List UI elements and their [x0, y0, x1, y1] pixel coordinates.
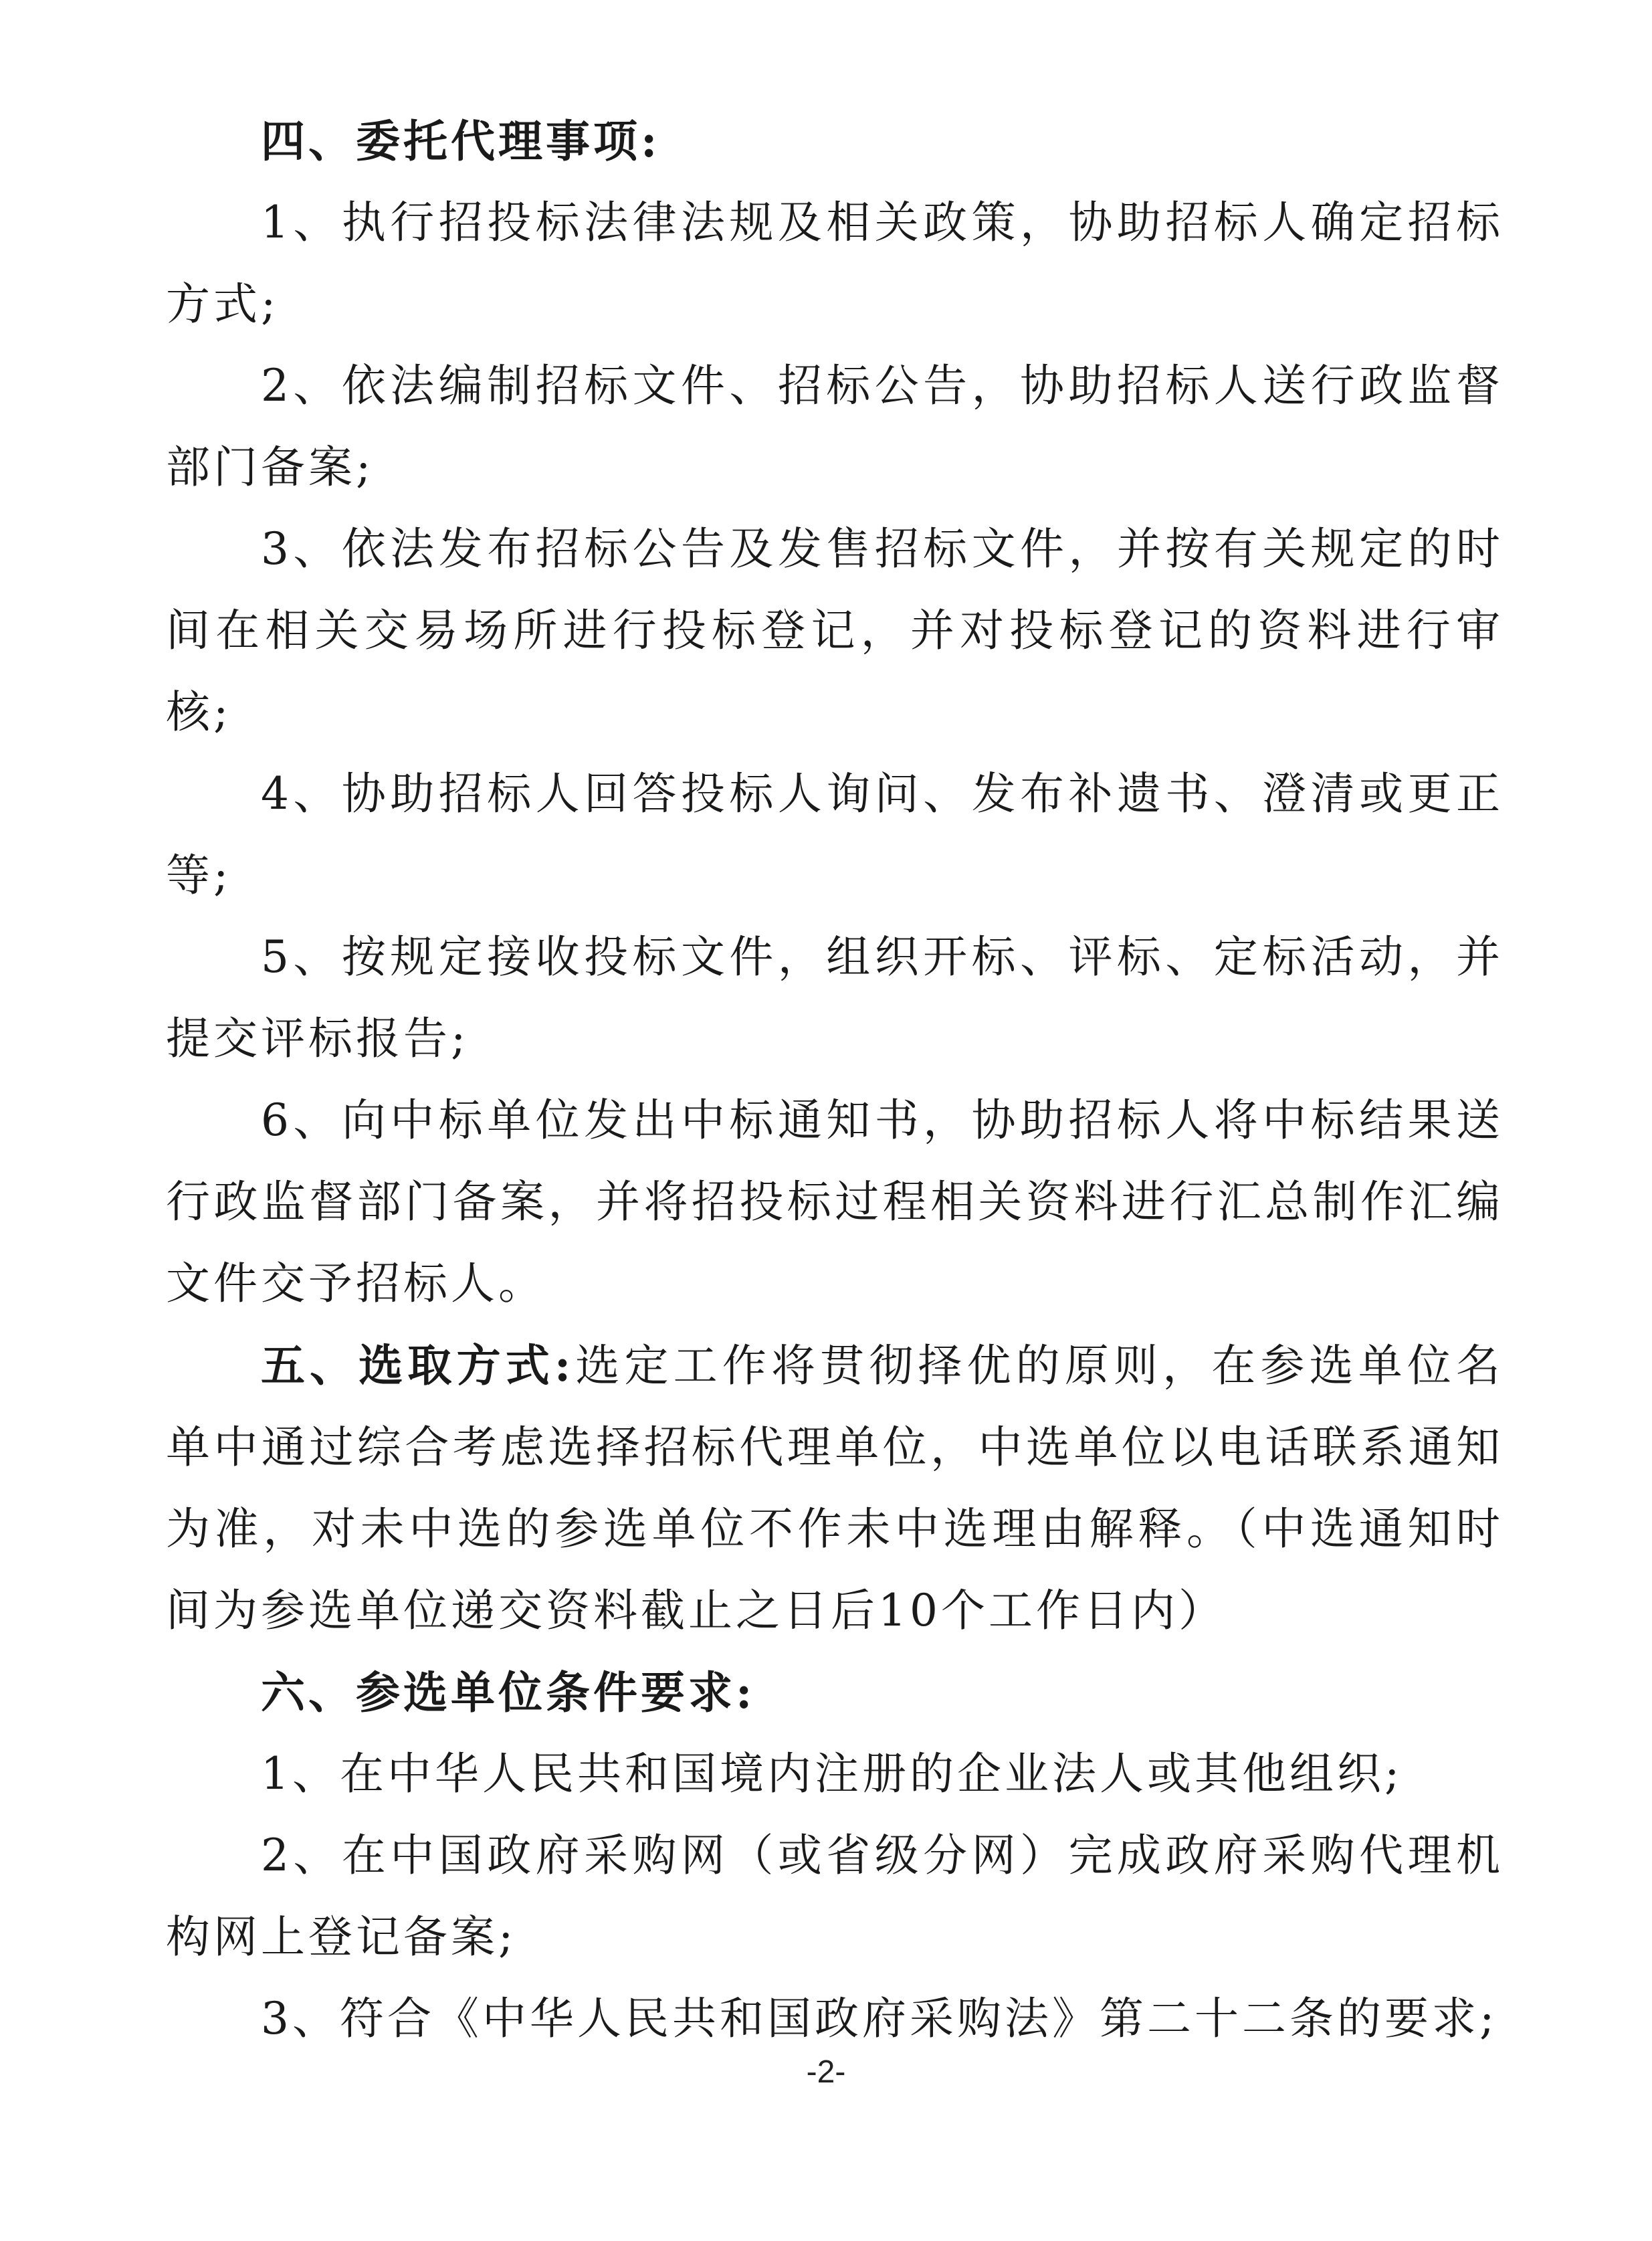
item-6-2: 2、在中国政府采购网（或省级分网）完成政府采购代理机构网上登记备案; — [166, 1830, 1504, 1963]
item-4-4: 4、协助招标人回答投标人询问、发布补遗书、澄清或更正等; — [166, 768, 1504, 901]
section-five-text: 选定工作将贯彻择优的原则，在参选单位名单中通过综合考虑选择招标代理单位，中选单位以电话联系通知为准，对未中选的参选单位不作未中选理由解释。（中选通知时间为参选单位递交资料截止之日后10个工作日内） — [166, 1340, 1504, 1636]
item-4-3: 3、依法发布招标公告及发售招标文件，并按有关规定的时间在相关交易场所进行投标登记，并对投标登记的资料进行审核; — [166, 523, 1504, 738]
section-four-heading: 四、委托代理事项: — [261, 115, 661, 167]
section-six-heading: 六、参选单位条件要求: — [261, 1666, 756, 1719]
page-number: -2- — [806, 2054, 846, 2090]
document-body — [166, 100, 1504, 2060]
item-6-1: 1、在中华人民共和国境内注册的企业法人或其他组织; — [261, 1748, 1403, 1799]
section-five-heading: 五、选取方式: — [261, 1339, 575, 1391]
item-4-2: 2、依法编制招标文件、招标公告，协助招标人送行政监督部门备案; — [166, 360, 1504, 493]
section-five-paragraph — [166, 1325, 1504, 1652]
item-4-6: 6、向中标单位发出中标通知书，协助招标人将中标结果送行政监督部门备案，并将招投标过程相关资料进行汇总制作汇编文件交予招标人。 — [166, 1094, 1504, 1309]
item-6-3: 3、符合《中华人民共和国政府采购法》第二十二条的要求; — [261, 1993, 1498, 2044]
item-4-5: 5、按规定接收投标文件，组织开标、评标、定标活动，并提交评标报告; — [166, 931, 1504, 1064]
item-4-1: 1、执行招投标法律法规及相关政策，协助招标人确定招标方式; — [166, 197, 1504, 330]
